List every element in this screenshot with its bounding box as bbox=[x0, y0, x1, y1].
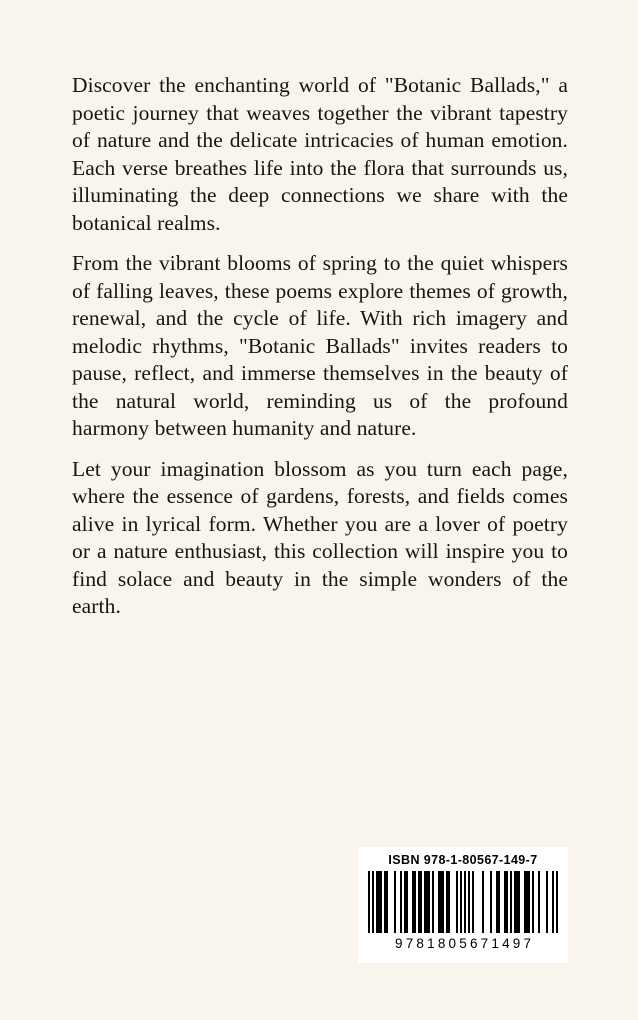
barcode-box bbox=[358, 847, 568, 963]
isbn-label: ISBN 978-1-80567-149-7 bbox=[388, 853, 538, 867]
blurb-paragraph-2: From the vibrant blooms of spring to the quiet whispers of falling leaves, these poems explore themes of growth, renewal, and the cycle of life. With rich imagery and melodic rhythms, "Botanic Ballads" invites readers to pause, reflect, and immerse themselves in the beauty of the natural world, reminding us of the profound harmony between humanity and nature. bbox=[72, 251, 568, 441]
barcode-number: 9781805671497 bbox=[394, 936, 535, 951]
blurb bbox=[72, 72, 568, 634]
blurb-paragraph-3: Let your imagination blossom as you turn each page, where the essence of gardens, forests, and fields comes alive in lyrical form. Whether you are a lover of poetry or a nature enthusiast, this collection will inspire you to find solace and beauty in the simple wonders of the earth. bbox=[72, 456, 568, 619]
blurb-paragraph-1: Discover the enchanting world of "Botanic Ballads," a poetic journey that weaves together the vibrant tapestry of nature and the delicate intricacies of human emotion. Each verse breathes life into the flora that surrounds us, illuminating the deep connections we share with the botanical realms. bbox=[72, 73, 568, 235]
barcode-bars bbox=[368, 871, 558, 933]
